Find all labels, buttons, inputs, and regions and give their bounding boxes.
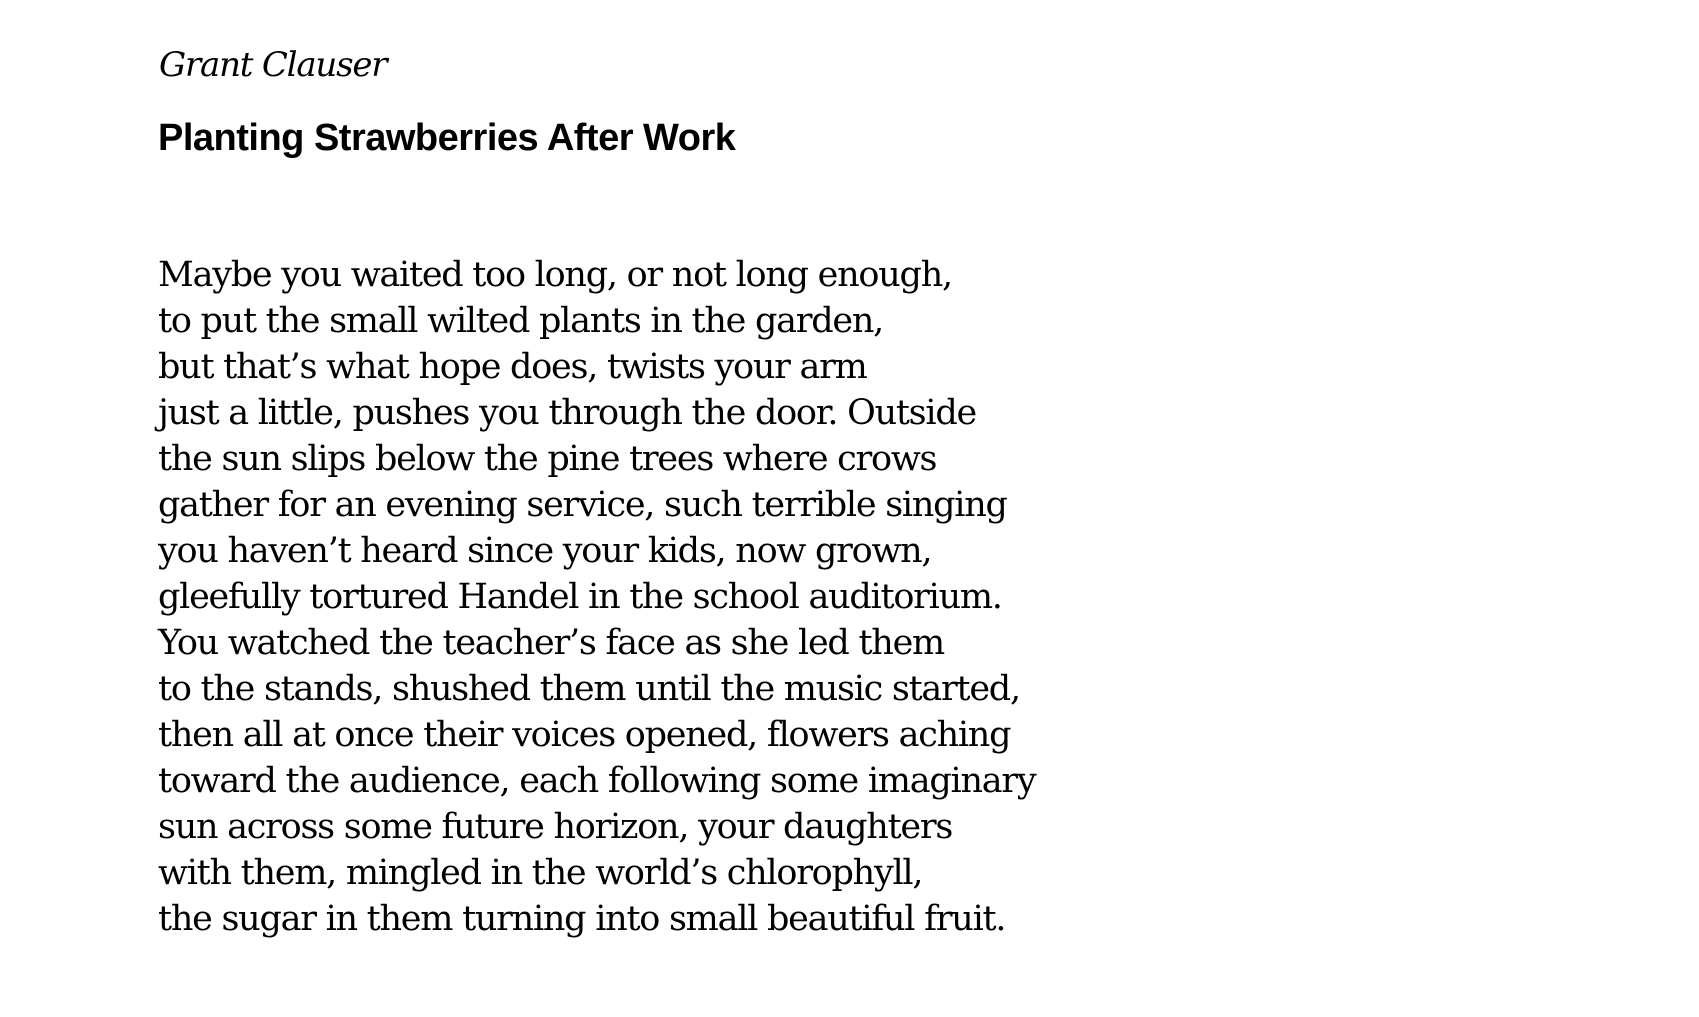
poem-line: toward the audience, each following some imaginary bbox=[158, 761, 1036, 801]
poem-line: gather for an evening service, such terrible singing bbox=[158, 485, 1007, 525]
author-name: Grant Clauser bbox=[159, 45, 387, 85]
poem-line: the sugar in them turning into small beautiful fruit. bbox=[158, 899, 1006, 939]
poem-line: to put the small wilted plants in the garden, bbox=[158, 301, 884, 341]
poem-line: you haven’t heard since your kids, now grown, bbox=[158, 531, 932, 571]
poem-line: to the stands, shushed them until the music started, bbox=[158, 669, 1020, 709]
poem-line: then all at once their voices opened, flowers aching bbox=[158, 715, 1011, 755]
poem-line: You watched the teacher’s face as she led them bbox=[158, 623, 944, 663]
poem-body bbox=[158, 252, 1035, 942]
poem-line: gleefully tortured Handel in the school auditorium. bbox=[158, 577, 1002, 617]
poem-line: the sun slips below the pine trees where crows bbox=[158, 439, 937, 479]
poem-line: with them, mingled in the world’s chlorophyll, bbox=[158, 853, 923, 893]
poem-line: but that’s what hope does, twists your arm bbox=[158, 347, 867, 387]
poem-line: just a little, pushes you through the door. Outside bbox=[158, 393, 976, 433]
poem-title: Planting Strawberries After Work bbox=[158, 117, 736, 159]
poem-line: Maybe you waited too long, or not long enough, bbox=[158, 255, 952, 295]
poem-line: sun across some future horizon, your daughters bbox=[158, 807, 953, 847]
